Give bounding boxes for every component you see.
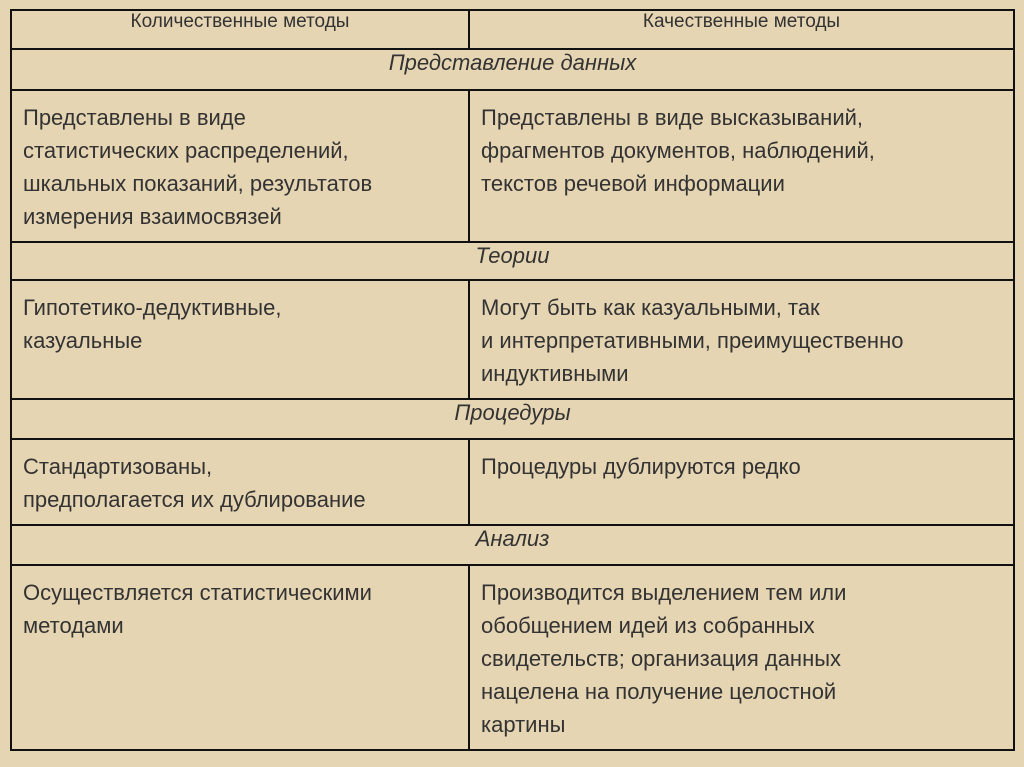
quantitative-cell: Осуществляется статистическими методами <box>11 565 469 750</box>
table-row <box>11 280 1014 399</box>
table-row <box>11 439 1014 525</box>
section-row <box>11 242 1014 280</box>
section-title-procedures: Процедуры <box>11 399 1014 439</box>
quantitative-cell: Стандартизованы, предполагается их дублирование <box>11 439 469 525</box>
methods-comparison-table <box>10 9 1015 751</box>
qualitative-cell: Представлены в виде высказываний, фрагментов документов, наблюдений, текстов речевой информации <box>469 90 1014 242</box>
quantitative-cell: Гипотетико-дедуктивные, казуальные <box>11 280 469 399</box>
table-row <box>11 565 1014 750</box>
section-title-theories: Теории <box>11 242 1014 280</box>
quantitative-cell: Представлены в виде статистических распределений, шкальных показаний, результатов измерения взаимосвязей <box>11 90 469 242</box>
section-row <box>11 525 1014 565</box>
table-row <box>11 90 1014 242</box>
section-row <box>11 49 1014 90</box>
qualitative-cell: Производится выделением тем или обобщением идей из собранных свидетельств; организация данных нацелена на получение целостной картины <box>469 565 1014 750</box>
header-row <box>11 10 1014 49</box>
quantitative-methods-header: Количественные методы <box>11 10 469 49</box>
qualitative-cell: Могут быть как казуальными, так и интерпретативными, преимущественно индуктивными <box>469 280 1014 399</box>
qualitative-methods-header: Качественные методы <box>469 10 1014 49</box>
section-title-data-representation: Представление данных <box>11 49 1014 90</box>
qualitative-cell: Процедуры дублируются редко <box>469 439 1014 525</box>
section-row <box>11 399 1014 439</box>
section-title-analysis: Анализ <box>11 525 1014 565</box>
